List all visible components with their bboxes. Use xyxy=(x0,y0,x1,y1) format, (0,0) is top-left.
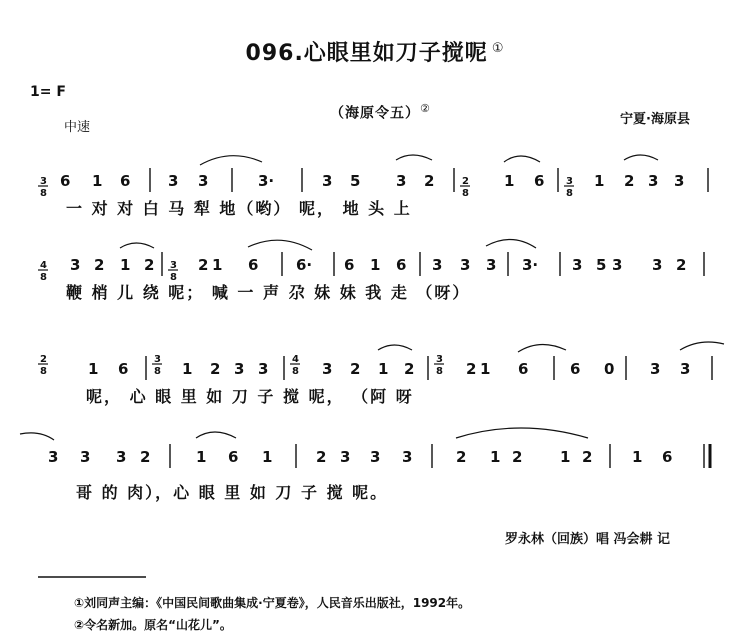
svg-text:3: 3 xyxy=(432,256,443,274)
time-signature: 3 xyxy=(40,176,47,187)
performer-credits: 罗永林（回族）唱 冯会耕 记 xyxy=(505,532,671,547)
svg-text:1: 1 xyxy=(378,360,389,378)
svg-text:2: 2 xyxy=(462,176,469,187)
svg-text:1: 1 xyxy=(262,448,273,466)
svg-text:3: 3 xyxy=(258,360,269,378)
svg-text:3: 3 xyxy=(612,256,623,274)
svg-text:2: 2 xyxy=(140,448,151,466)
svg-text:2: 2 xyxy=(144,256,155,274)
footnote-2: ②令名新加。原名“山花儿”。 xyxy=(74,618,232,632)
svg-text:6: 6 xyxy=(344,256,355,274)
svg-text:6: 6 xyxy=(228,448,239,466)
svg-text:3: 3 xyxy=(486,256,497,274)
svg-text:3: 3 xyxy=(460,256,471,274)
svg-text:8: 8 xyxy=(154,366,161,377)
svg-text:1: 1 xyxy=(196,448,207,466)
svg-text:5: 5 xyxy=(596,256,607,274)
key-signature: 1= F xyxy=(30,84,66,100)
svg-text:3: 3 xyxy=(322,360,333,378)
svg-text:3: 3 xyxy=(116,448,127,466)
svg-text:2: 2 xyxy=(404,360,415,378)
svg-text:1: 1 xyxy=(490,448,501,466)
svg-text:3: 3 xyxy=(70,256,81,274)
svg-text:6: 6 xyxy=(60,172,71,190)
svg-text:1: 1 xyxy=(594,172,605,190)
lyric-line-2: 鞭 梢 儿 绕 呢； 喊 一 声 尕 妹 妹 我 走 （呀） xyxy=(66,283,471,302)
svg-text:6: 6 xyxy=(662,448,673,466)
svg-text:3: 3 xyxy=(154,354,161,365)
lyric-line-1: 一 对 对 白 马 犁 地（哟） 呢， 地 头 上 xyxy=(66,199,412,218)
svg-text:8: 8 xyxy=(462,188,469,199)
svg-text:8: 8 xyxy=(436,366,443,377)
svg-text:1: 1 xyxy=(88,360,99,378)
svg-text:1: 1 xyxy=(92,172,103,190)
svg-text:3: 3 xyxy=(674,172,685,190)
subtitle-text: （海原令五） xyxy=(330,105,420,122)
svg-text:3·: 3· xyxy=(522,256,539,274)
svg-text:3: 3 xyxy=(566,176,573,187)
svg-text:8: 8 xyxy=(566,188,573,199)
svg-text:3: 3 xyxy=(680,360,691,378)
svg-text:3: 3 xyxy=(340,448,351,466)
svg-text:6·: 6· xyxy=(296,256,313,274)
svg-text:2: 2 xyxy=(316,448,327,466)
svg-text:2: 2 xyxy=(210,360,221,378)
svg-text:2: 2 xyxy=(94,256,105,274)
svg-text:3·: 3· xyxy=(258,172,275,190)
svg-text:3: 3 xyxy=(436,354,443,365)
title-text: 096.心眼里如刀子搅呢 xyxy=(245,41,488,66)
svg-text:3: 3 xyxy=(396,172,407,190)
svg-text:0: 0 xyxy=(604,360,615,378)
svg-text:2: 2 xyxy=(350,360,361,378)
svg-text:6: 6 xyxy=(118,360,129,378)
svg-text:3: 3 xyxy=(370,448,381,466)
svg-text:2: 2 xyxy=(676,256,687,274)
svg-text:3: 3 xyxy=(48,448,59,466)
svg-text:3: 3 xyxy=(198,172,209,190)
svg-text:3: 3 xyxy=(650,360,661,378)
svg-text:1: 1 xyxy=(504,172,515,190)
svg-text:1: 1 xyxy=(120,256,131,274)
lyric-line-3: 呢， 心 眼 里 如 刀 子 搅 呢， （阿 呀 xyxy=(86,387,414,406)
svg-text:6: 6 xyxy=(248,256,259,274)
svg-text:2: 2 xyxy=(424,172,435,190)
svg-text:2: 2 xyxy=(624,172,635,190)
svg-text:8: 8 xyxy=(40,366,47,377)
svg-text:3: 3 xyxy=(80,448,91,466)
svg-text:1: 1 xyxy=(182,360,193,378)
svg-text:3: 3 xyxy=(168,172,179,190)
svg-text:1: 1 xyxy=(560,448,571,466)
svg-text:6: 6 xyxy=(570,360,581,378)
svg-text:2: 2 xyxy=(582,448,593,466)
svg-text:6: 6 xyxy=(518,360,529,378)
svg-text:8: 8 xyxy=(170,272,177,283)
svg-text:1: 1 xyxy=(632,448,643,466)
svg-text:3: 3 xyxy=(652,256,663,274)
svg-text:3: 3 xyxy=(402,448,413,466)
svg-text:2: 2 xyxy=(456,448,467,466)
svg-text:6: 6 xyxy=(396,256,407,274)
region-label: 宁夏·海原县 xyxy=(620,112,690,127)
svg-text:2: 2 xyxy=(40,354,47,365)
svg-text:5: 5 xyxy=(350,172,361,190)
svg-text:3: 3 xyxy=(572,256,583,274)
svg-text:3: 3 xyxy=(648,172,659,190)
svg-text:4: 4 xyxy=(292,354,299,365)
svg-text:8: 8 xyxy=(40,188,47,199)
title-footnote-mark: ① xyxy=(491,40,505,56)
subtitle-footnote-mark: ② xyxy=(420,102,431,115)
svg-text:4: 4 xyxy=(40,260,47,271)
lyric-line-4: 哥 的 肉），心 眼 里 如 刀 子 搅 呢。 xyxy=(76,483,389,502)
svg-text:1: 1 xyxy=(212,256,223,274)
svg-text:8: 8 xyxy=(40,272,47,283)
svg-text:3: 3 xyxy=(170,260,177,271)
svg-text:2: 2 xyxy=(198,256,209,274)
tempo-marking: 中速 xyxy=(64,120,91,135)
svg-text:1: 1 xyxy=(370,256,381,274)
svg-text:1: 1 xyxy=(480,360,491,378)
svg-text:3: 3 xyxy=(234,360,245,378)
svg-text:2: 2 xyxy=(512,448,523,466)
svg-text:6: 6 xyxy=(120,172,131,190)
svg-text:8: 8 xyxy=(292,366,299,377)
footnote-1: ①刘同声主编：《中国民间歌曲集成·宁夏卷》，人民音乐出版社，1992年。 xyxy=(74,596,471,610)
svg-text:3: 3 xyxy=(322,172,333,190)
svg-text:2: 2 xyxy=(466,360,477,378)
svg-text:6: 6 xyxy=(534,172,545,190)
